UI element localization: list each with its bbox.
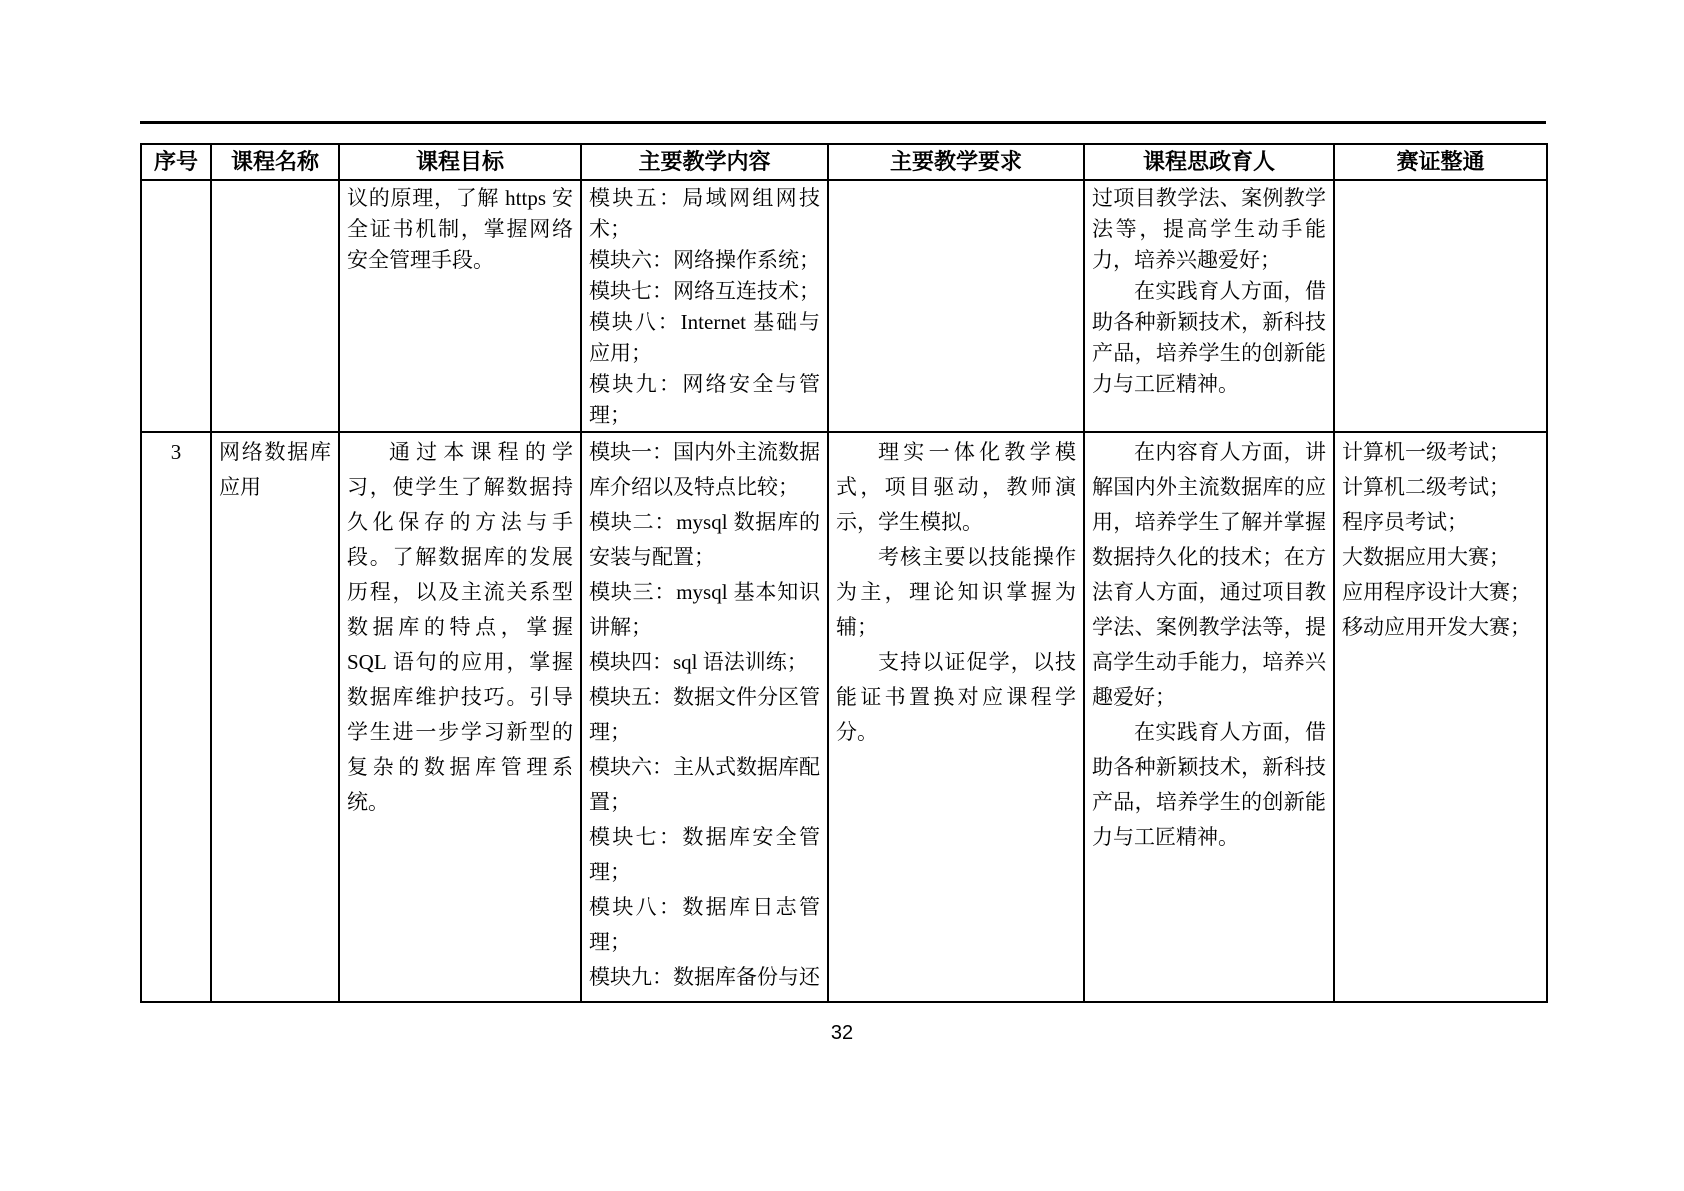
paragraph: 模块五：局域网组网技术； (589, 186, 820, 241)
paragraph: 过项目教学法、案例教学法等，提高学生动手能力，培养兴趣爱好； (1092, 186, 1326, 272)
paragraph: 模块七：网络互连技术； (589, 279, 820, 303)
cell-competition-certification (1334, 432, 1547, 1002)
cell-teaching-requirement (828, 432, 1084, 1002)
paragraph: 模块四：sql 语法训练； (589, 650, 808, 674)
paragraph: 大数据应用大赛； (1342, 545, 1510, 569)
paragraph: 应用程序设计大赛； (1342, 580, 1531, 604)
page-number: 32 (830, 1022, 854, 1044)
paragraph: 模块九：网络安全与管理； (589, 372, 820, 427)
paragraph: 在内容育人方面，讲解国内外主流数据库的应用，培养学生了解并掌握数据持久化的技术；在方法育人方面，通过项目教学法、案例教学法等，提高学生动手能力，培养兴趣爱好； (1092, 440, 1326, 709)
paragraph: 模块三：mysql 基本知识讲解； (589, 580, 820, 639)
paragraph: 支持以证促学，以技能证书置换对应课程学分。 (836, 650, 1076, 744)
paragraph: 考核主要以技能操作为主，理论知识掌握为辅； (836, 545, 1076, 639)
cell-seq (141, 180, 211, 432)
col-header-seq: 序号 (141, 144, 211, 180)
course-table (140, 143, 1548, 1003)
paragraph: 理实一体化教学模式，项目驱动，教师演示，学生模拟。 (836, 440, 1076, 534)
paragraph: 模块九：数据库备份与还 (589, 965, 820, 989)
cell-teaching-requirement (828, 180, 1084, 432)
paragraph: 议的原理，了解 https 安全证书机制，掌握网络安全管理手段。 (347, 186, 573, 272)
cell-course-goal (339, 180, 581, 432)
cell-course-name (211, 432, 339, 1002)
page-header-rule (140, 121, 1546, 124)
paragraph: 在实践育人方面，借助各种新颖技术，新科技产品，培养学生的创新能力与工匠精神。 (1092, 720, 1326, 849)
paragraph: 计算机一级考试； (1342, 440, 1510, 464)
paragraph: 移动应用开发大赛； (1342, 615, 1531, 639)
paragraph: 在实践育人方面，借助各种新颖技术，新科技产品，培养学生的创新能力与工匠精神。 (1092, 279, 1326, 396)
paragraph: 模块五：数据文件分区管理； (589, 685, 820, 744)
col-header-teaching-content: 主要教学内容 (581, 144, 828, 180)
col-header-teaching-requirement: 主要教学要求 (828, 144, 1084, 180)
cell-teaching-content (581, 180, 828, 432)
paragraph: 模块八：数据库日志管理； (589, 895, 820, 954)
paragraph: 模块七：数据库安全管理； (589, 825, 820, 884)
table-row-continuation (141, 180, 1547, 432)
paragraph: 模块六：网络操作系统； (589, 248, 820, 272)
col-header-course-goal: 课程目标 (339, 144, 581, 180)
paragraph: 模块一：国内外主流数据库介绍以及特点比较； (589, 440, 820, 499)
paragraph: 网络数据库应用 (219, 440, 331, 499)
cell-competition-certification (1334, 180, 1547, 432)
col-header-course-name: 课程名称 (211, 144, 339, 180)
col-header-competition-certification: 赛证整通 (1334, 144, 1547, 180)
cell-ideology-education (1084, 432, 1334, 1002)
cell-ideology-education (1084, 180, 1334, 432)
paragraph: 程序员考试； (1342, 510, 1468, 534)
table-header-row (141, 144, 1547, 180)
cell-teaching-content (581, 432, 828, 1002)
paragraph: 模块六：主从式数据库配置； (589, 755, 820, 814)
table-row-course-3 (141, 432, 1547, 1002)
cell-course-goal (339, 432, 581, 1002)
paragraph: 通过本课程的学习，使学生了解数据持久化保存的方法与手段。了解数据库的发展历程，以及主流关系型数据库的特点，掌握 SQL 语句的应用，掌握数据库维护技巧。引导学生进一步学习新型的复杂的数据库管理系统。 (347, 440, 573, 814)
cell-seq: 3 (141, 432, 211, 1002)
col-header-ideology-education: 课程思政育人 (1084, 144, 1334, 180)
paragraph: 模块二：mysql 数据库的安装与配置； (589, 510, 820, 569)
cell-course-name (211, 180, 339, 432)
paragraph: 模块八：Internet 基础与应用； (589, 310, 820, 365)
paragraph: 计算机二级考试； (1342, 475, 1510, 499)
